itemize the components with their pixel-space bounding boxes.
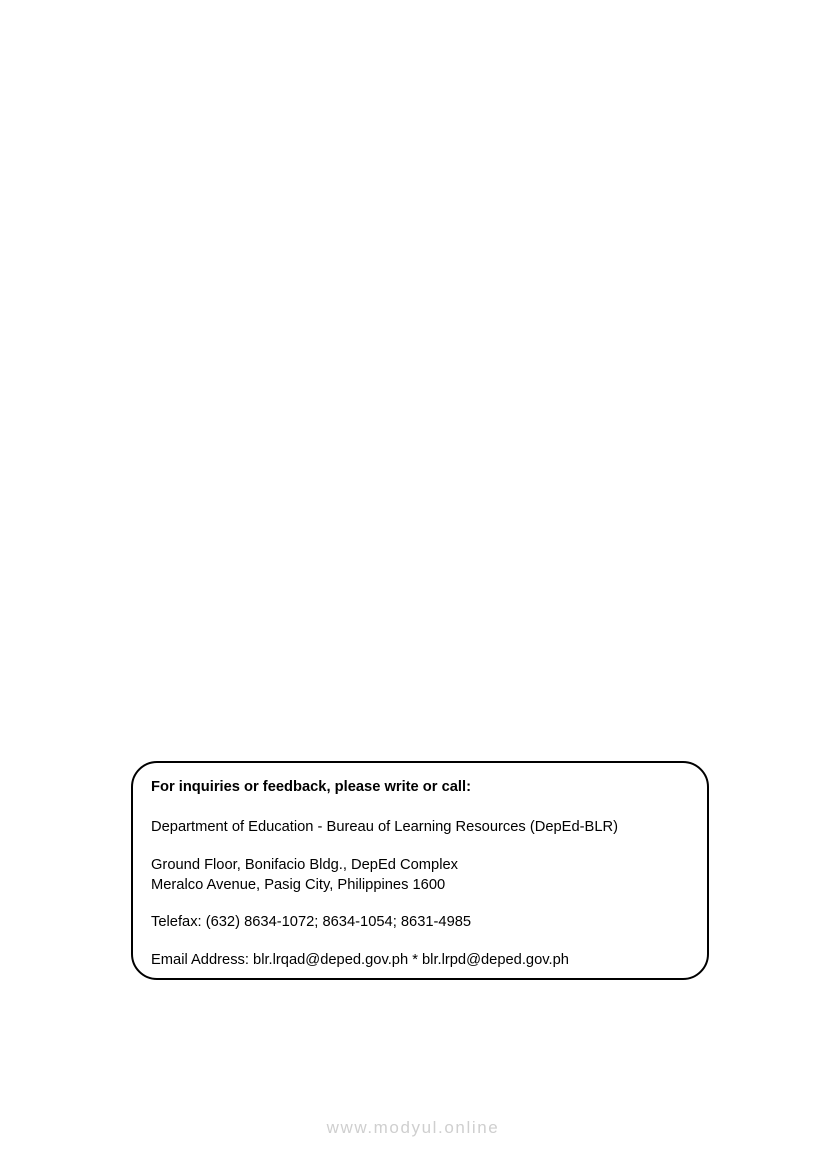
contact-email: Email Address: blr.lrqad@deped.gov.ph * blr.lrpd@deped.gov.ph: [151, 951, 569, 968]
contact-address-line-2: Meralco Avenue, Pasig City, Philippines 1600: [151, 876, 446, 893]
contact-info-box: [131, 761, 709, 980]
contact-agency: Department of Education - Bureau of Learning Resources (DepEd-BLR): [151, 819, 618, 835]
contact-address-line-1: Ground Floor, Bonifacio Bldg., DepEd Complex: [151, 857, 458, 874]
contact-heading: For inquiries or feedback, please write or call:: [151, 779, 471, 795]
contact-info-content: [151, 779, 693, 970]
page-watermark: www.modyul.online: [326, 1118, 500, 1137]
contact-telefax: Telefax: (632) 8634-1072; 8634-1054; 8631-4985: [151, 914, 472, 931]
